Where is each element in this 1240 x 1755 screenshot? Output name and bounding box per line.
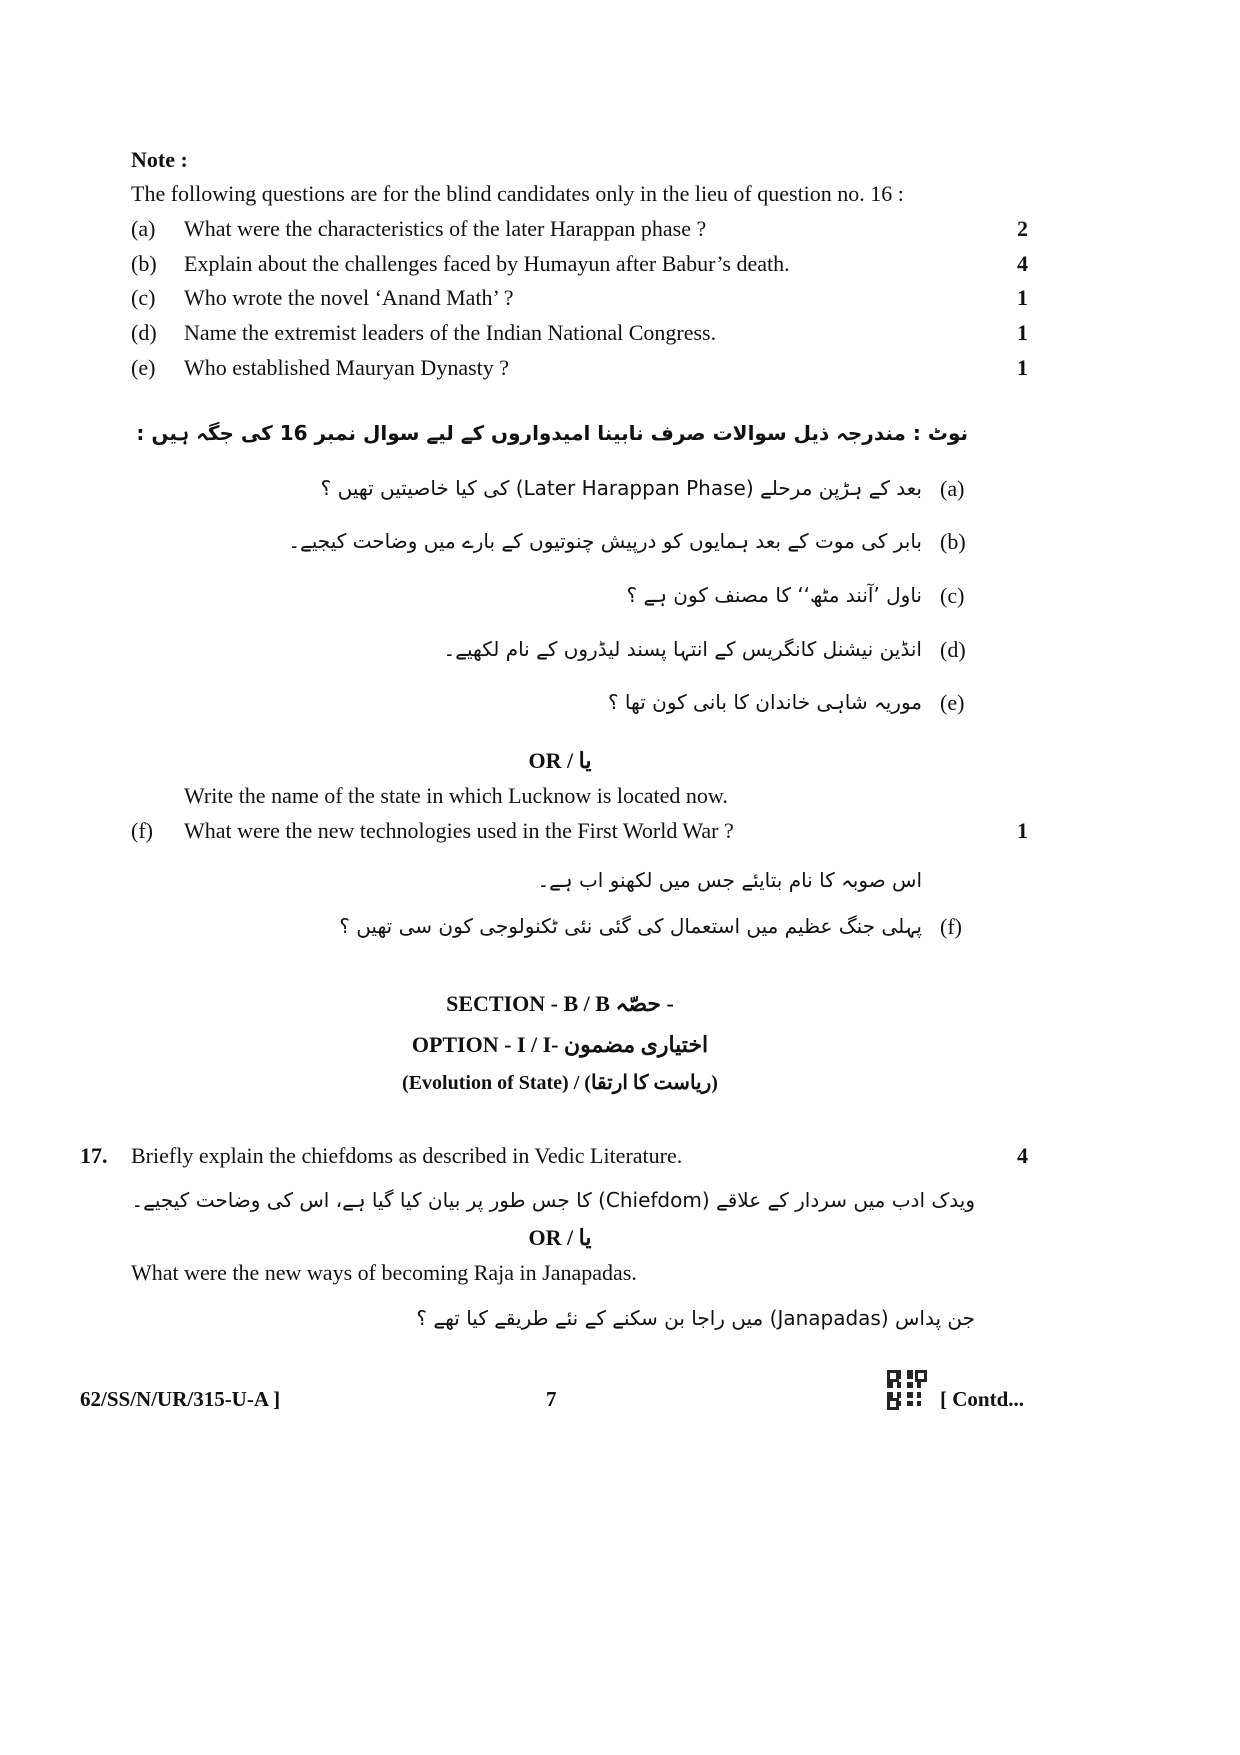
question-marks: 4 (1017, 1143, 1028, 1168)
question-text: What were the new technologies used in the First World War ? (184, 818, 734, 843)
urdu-question-label: (b) (940, 529, 966, 554)
note-title: Note : (131, 147, 188, 172)
urdu-question-text: انڈین نیشنل کانگریس کے انتہا پسند لیڈروں کے نام لکھیے۔ (443, 637, 922, 661)
urdu-question-label: (c) (940, 583, 965, 608)
question-marks: 1 (1017, 818, 1028, 843)
urdu-note-title: نوٹ : مندرجہ ذیل سوالات صرف نابینا امیدواروں کے لیے سوال نمبر 16 کی جگہ ہیں : (136, 421, 968, 445)
paper-code: 62/SS/N/UR/315-U-A ] (80, 1387, 281, 1411)
question-marks: 1 (1017, 320, 1028, 345)
urdu-question-label: (d) (940, 637, 966, 662)
question-marks: 4 (1017, 251, 1028, 276)
urdu-question-text: پہلی جنگ عظیم میں استعمال کی گئی نئی ٹکنولوجی کون سی تھیں ؟ (339, 914, 922, 938)
question-text: Who established Mauryan Dynasty ? (184, 355, 510, 380)
question-number: 17. (80, 1143, 108, 1168)
question-label: (e) (131, 355, 156, 380)
topic-title: (Evolution of State) / (ریاست کا ارتقا) (402, 1072, 718, 1094)
question-text: Briefly explain the chiefdoms as described in Vedic Literature. (131, 1143, 683, 1168)
question-label: (d) (131, 320, 157, 345)
urdu-question-text: ویدک ادب میں سردار کے علاقے (Chiefdom) کا جس طور پر بیان کیا گیا ہے، اس کی وضاحت کیجیے۔ (131, 1188, 975, 1212)
question-marks: 2 (1017, 216, 1028, 241)
urdu-question-text: بعد کے ہڑپن مرحلے (Later Harappan Phase) کی کیا خاصیتیں تھیں ؟ (320, 476, 922, 500)
question-text: Who wrote the novel ‘Anand Math’ ? (184, 285, 514, 310)
continued-label: [ Contd... (940, 1387, 1025, 1411)
page-number: 7 (546, 1387, 557, 1411)
urdu-alt-question: اس صوبہ کا نام بتایئے جس میں لکھنو اب ہے۔ (537, 868, 922, 892)
urdu-question-label: (f) (940, 914, 962, 939)
question-label: (a) (131, 216, 156, 241)
question-text: Name the extremist leaders of the Indian National Congress. (184, 320, 717, 345)
question-marks: 1 (1017, 355, 1028, 380)
question-marks: 1 (1017, 285, 1028, 310)
question-label: (f) (131, 818, 153, 843)
question-text: Explain about the challenges faced by Humayun after Babur’s death. (184, 251, 790, 276)
qr-code-icon (887, 1370, 927, 1410)
option-title: OPTION - I / I- اختیاری مضمون (411, 1032, 709, 1057)
or-divider: OR / یا (528, 1225, 592, 1250)
urdu-question-label: (a) (940, 476, 965, 501)
urdu-alt-question: جن پداس (Janapadas) میں راجا بن سکنے کے نئے طریقے کیا تھے ؟ (416, 1306, 975, 1330)
section-title: SECTION - B / B حصّہ - (446, 991, 674, 1016)
note-intro: The following questions are for the blind candidates only in the lieu of question no. 16 : (131, 181, 904, 206)
urdu-question-label: (e) (940, 690, 965, 715)
or-divider: OR / یا (528, 748, 592, 773)
urdu-question-text: ناول ’آنند مٹھ‘‘ کا مصنف کون ہے ؟ (626, 583, 922, 607)
alt-question: What were the new ways of becoming Raja in Janapadas. (131, 1260, 637, 1285)
question-text: What were the characteristics of the later Harappan phase ? (184, 216, 707, 241)
question-label: (c) (131, 285, 156, 310)
urdu-question-text: موریہ شاہی خاندان کا بانی کون تھا ؟ (607, 690, 922, 714)
question-label: (b) (131, 251, 157, 276)
alt-question: Write the name of the state in which Lucknow is located now. (184, 783, 728, 808)
urdu-question-text: بابر کی موت کے بعد ہمایوں کو درپیش چنوتیوں کے بارے میں وضاحت کیجیے۔ (288, 529, 922, 553)
